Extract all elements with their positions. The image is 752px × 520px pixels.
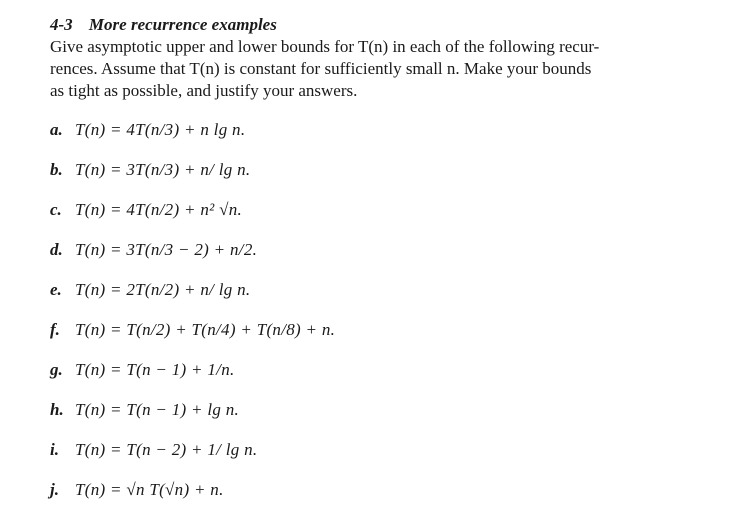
recurrence-item [50,120,650,160]
item-equation: T(n) = 4T(n/2) + n² √n. [75,200,243,219]
recurrence-item [50,320,650,360]
recurrence-item [50,480,650,520]
recurrence-list [50,120,650,520]
item-label: a. [50,120,63,139]
item-equation: T(n) = T(n − 1) + lg n. [75,400,240,419]
item-equation: T(n) = √n T(√n) + n. [75,480,224,499]
item-equation: T(n) = 3T(n/3 − 2) + n/2. [75,240,258,259]
item-equation: T(n) = T(n − 2) + 1/ lg n. [75,440,258,459]
item-label: f. [50,320,60,339]
item-label: h. [50,400,64,419]
recurrence-item [50,440,650,480]
item-equation: T(n) = T(n/2) + T(n/4) + T(n/8) + n. [75,320,336,339]
item-label: b. [50,160,63,179]
intro-line: as tight as possible, and justify your answers. [50,81,358,100]
item-label: e. [50,280,62,299]
item-equation: T(n) = T(n − 1) + 1/n. [75,360,235,379]
problem-number: 4-3 [50,15,73,34]
recurrence-item [50,360,650,400]
problem-block [50,14,650,520]
item-label: j. [50,480,59,499]
problem-intro [50,36,650,102]
item-label: d. [50,240,63,259]
item-equation: T(n) = 3T(n/3) + n/ lg n. [75,160,251,179]
item-equation: T(n) = 2T(n/2) + n/ lg n. [75,280,251,299]
item-label: c. [50,200,62,219]
intro-line: rences. Assume that T(n) is constant for sufficiently small n. Make your bounds [50,59,592,78]
recurrence-item [50,400,650,440]
recurrence-item [50,240,650,280]
item-label: i. [50,440,59,459]
problem-title: More recurrence examples [88,15,277,34]
recurrence-item [50,280,650,320]
recurrence-item [50,200,650,240]
problem-heading [50,14,650,36]
intro-line: Give asymptotic upper and lower bounds for T(n) in each of the following recur- [50,37,600,56]
item-equation: T(n) = 4T(n/3) + n lg n. [75,120,246,139]
recurrence-item [50,160,650,200]
item-label: g. [50,360,63,379]
